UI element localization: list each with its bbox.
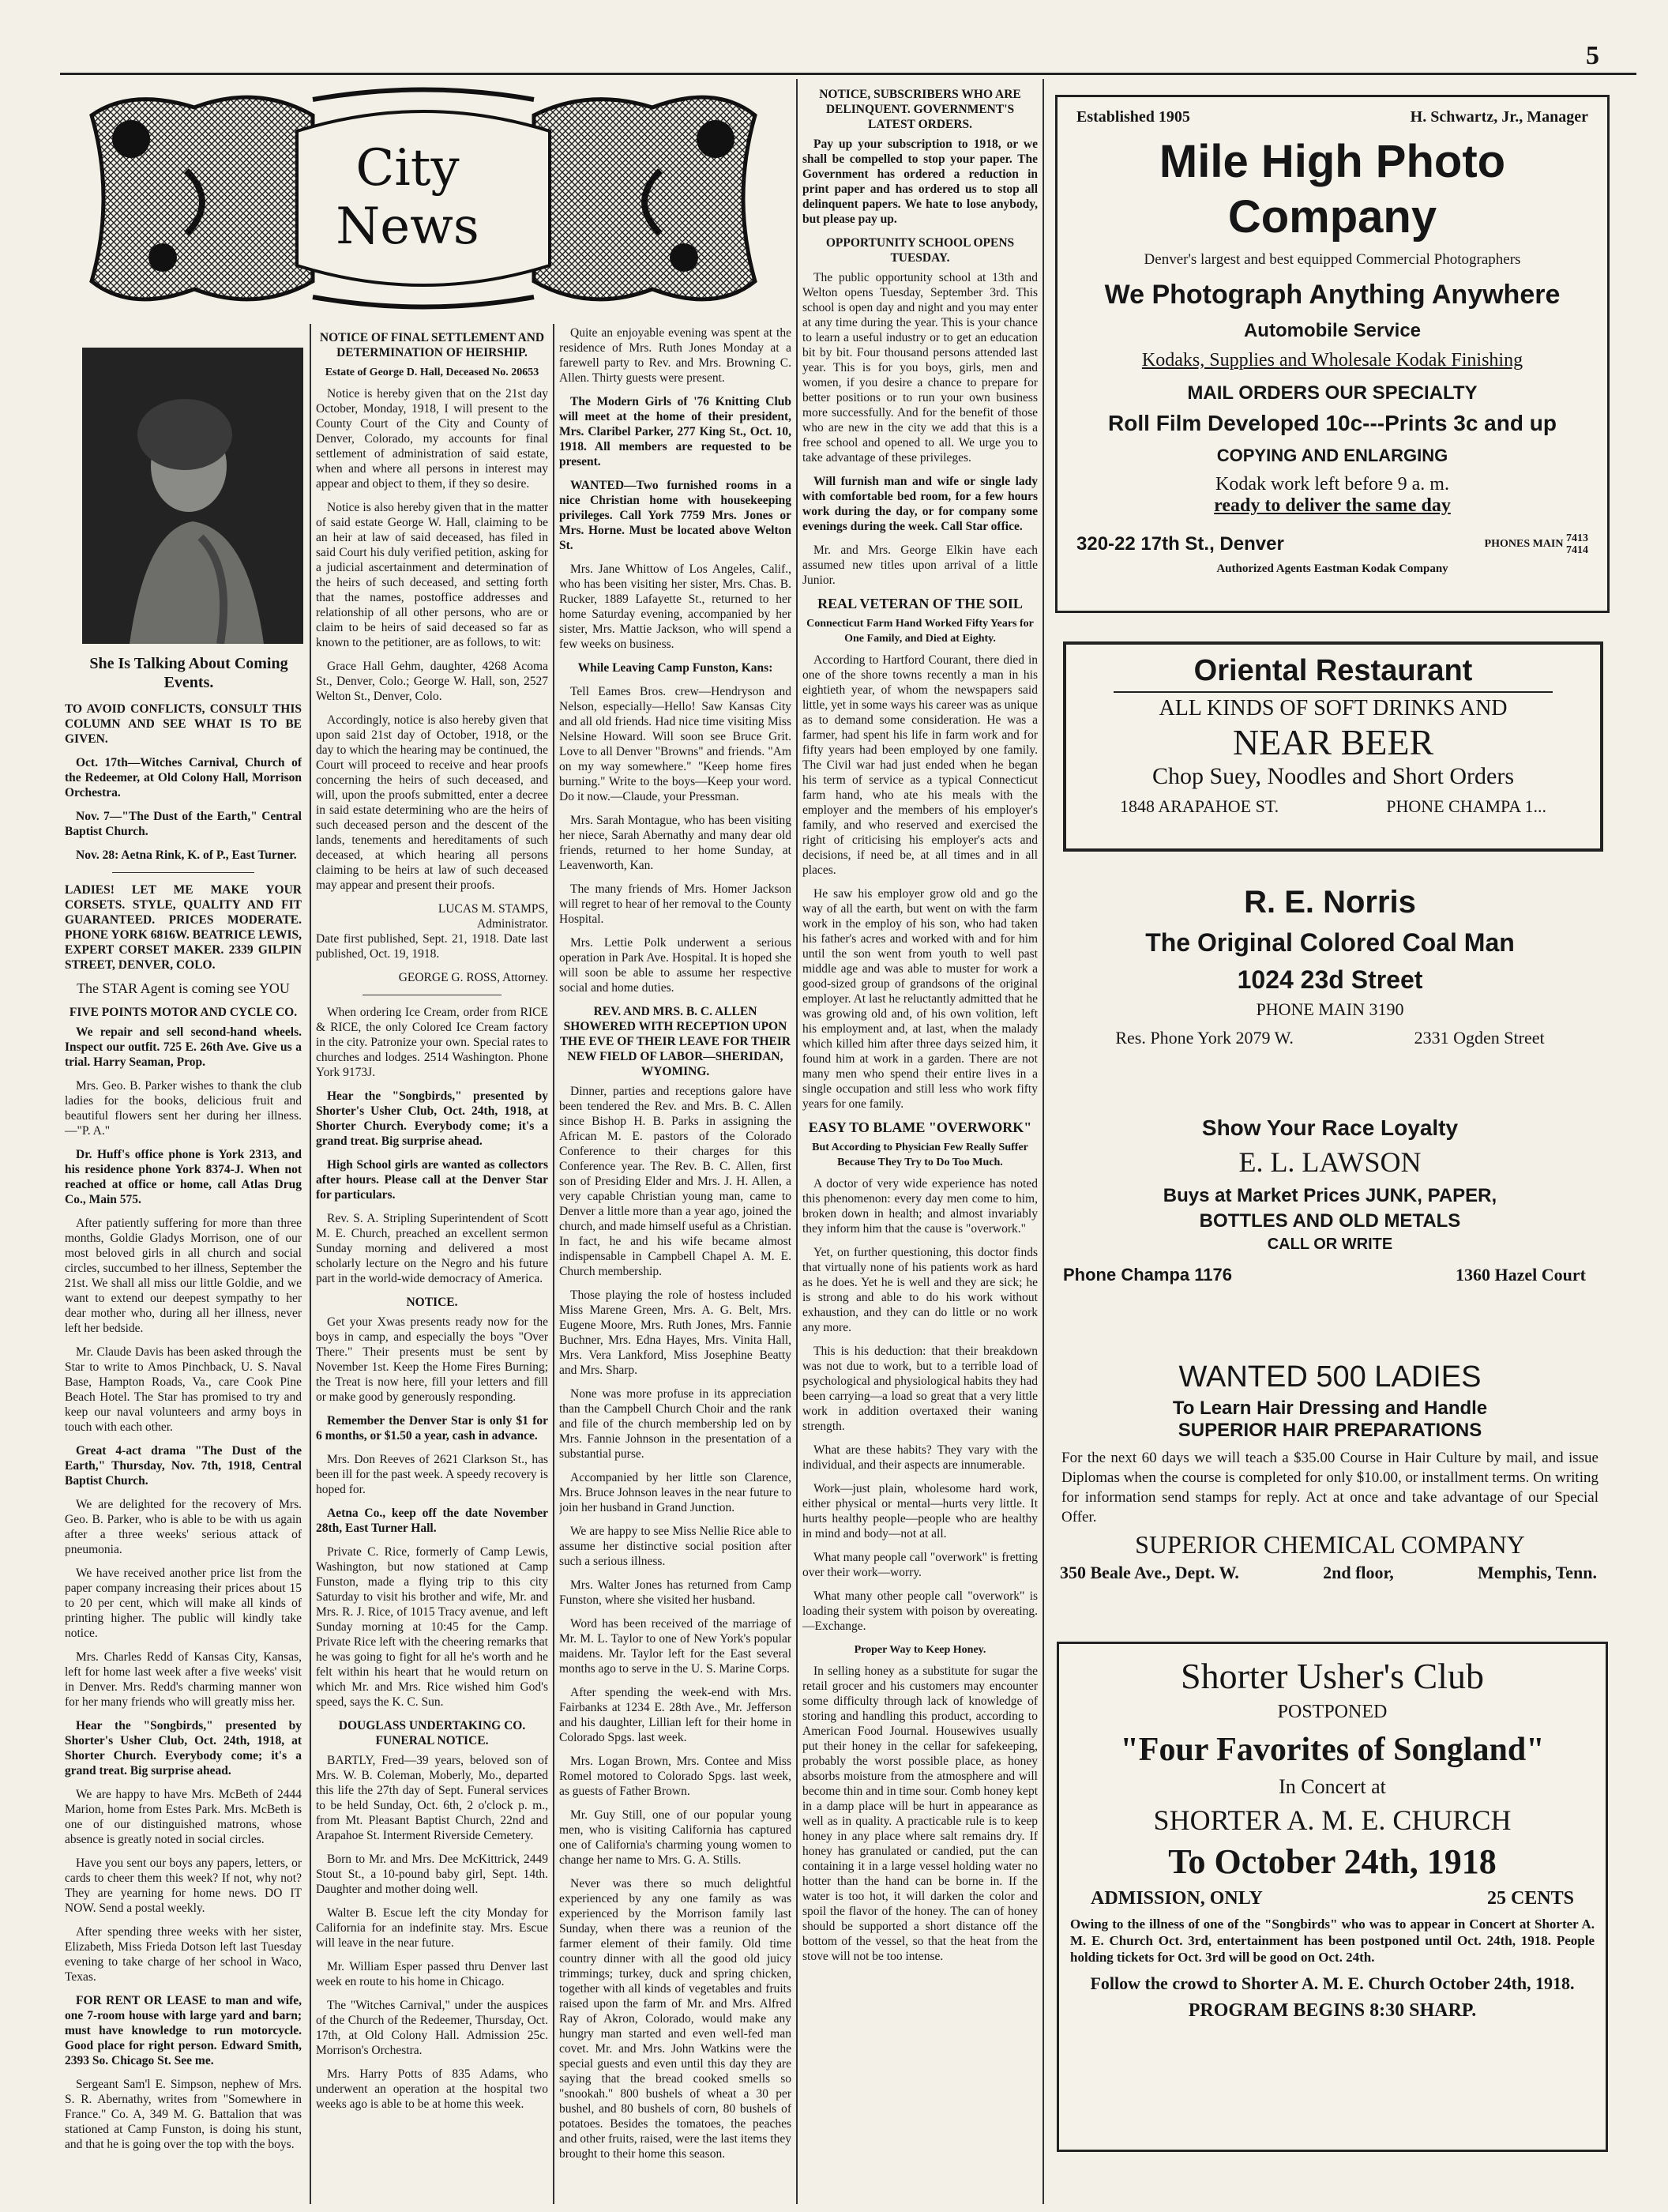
usher-club-heading: Shorter Usher's Club bbox=[1181, 1656, 1484, 1696]
column-events bbox=[65, 702, 302, 2203]
news-item: Rev. S. A. Stripling Superintendent of Scott M. E. Church, preached an excellent sermon Sunday morning and delivered a most scholarly lecture on the Negro and his future part in the world-wide democracy of America. bbox=[316, 1212, 548, 1285]
photo-copying: COPYING AND ENLARGING bbox=[1216, 446, 1448, 465]
honey-heading: Proper Way to Keep Honey. bbox=[854, 1644, 986, 1656]
photo-phones-label: PHONES MAIN bbox=[1484, 538, 1564, 551]
ladies-address: Memphis, Tenn. bbox=[1477, 1563, 1597, 1582]
news-item: Mrs. Harry Potts of 835 Adams, who underwent an operation at the hospital two weeks ago is able to be at home this week. bbox=[316, 2067, 548, 2111]
news-item: Aetna Co., keep off the date November 28th, East Turner Hall. bbox=[316, 1507, 548, 1535]
ad-mile-high-photo bbox=[1055, 95, 1610, 613]
masthead-title: City News bbox=[336, 139, 479, 256]
news-item: Pay up your subscription to 1918, or we shall be compelled to stop your paper. The Government has ordered a reduction in print paper and has ordered us to stop all delinquent papers. We hate to lose anybody, but please pay up. bbox=[802, 137, 1038, 226]
overwork-heading: EASY TO BLAME "OVERWORK" bbox=[808, 1119, 1032, 1135]
heirship-heading: NOTICE OF FINAL SETTLEMENT AND DETERMINATION OF HEIRSHIP. bbox=[319, 331, 545, 359]
news-item: WANTED—Two furnished rooms in a nice Christian home with housekeeping privileges. Call York 7759 Mrs. Jones or Mrs. Horne. Must be located above Welton St. bbox=[559, 479, 791, 552]
notice-text: Accordingly, notice is also hereby given that upon said 21st day of October, 1918, or the day to which the hearing may be continued, the Court will proceed to receive and hear proofs concerning the heirs of such deceased, and will, upon the proofs submitted, enter a decree in said estate determining who are the heirs of such deceased person and the descent of the lands, tenements and hereditaments of such deceased, at which hearing all persons claiming to be heirs at law of such deceased may appear and present their proofs. bbox=[316, 713, 548, 892]
news-item: Mrs. Sarah Montague, who has been visiting her niece, Sarah Abernathy and many dear old friends, returned to her home Sunday, at Leavenworth, Kan. bbox=[559, 814, 791, 872]
ladies-company: SUPERIOR CHEMICAL COMPANY bbox=[1135, 1530, 1525, 1559]
photo-tagline: Denver's largest and best equipped Commercial Photographers bbox=[1144, 251, 1521, 268]
ladies-subheading: To Learn Hair Dressing and Handle bbox=[1172, 1398, 1488, 1419]
article-text: This is his deduction: that their breakdown was not due to work, but to a terrible load of psychological and physiological habits they had been carrying—a load so great that a very little work in addition overtaxed their waning strength. bbox=[802, 1345, 1038, 1433]
news-item: Mrs. Lettie Polk underwent a serious operation in Park Ave. Hospital. It is hoped she will soon be able to assume her respective social and home duties. bbox=[559, 936, 791, 995]
ladies-heading: WANTED 500 LADIES bbox=[1178, 1360, 1482, 1394]
news-item: Tell Eames Bros. crew—Hendryson and Nelson, especially—Hello! Saw Kansas City and all old friends. Had nice time visiting Miss Nelsine Howard. Will soon see Bruce Grit. Love to all Denver "Browns" and friends. "Am on my way somewhere." "Keep home fires burning." Write to the boys—Keep your word. Do it now.—Claude, your Pressman. bbox=[559, 685, 791, 803]
article-text: What many other people call "overwork" is loading their system with poison by overeating.—Exchange. bbox=[802, 1589, 1038, 1633]
signature: Administrator. bbox=[477, 917, 548, 931]
column-rule bbox=[1042, 79, 1044, 2204]
notice-text: Notice is also hereby given that in the matter of said estate George W. Hall, claiming to be an heir at law of said deceased, has filed in said Court his duly verified petition, asking for a judicial ascertainment and determination of the heirs of such deceased, and setting forth that the names, postoffice addresses and relationship of all other persons, who are or claim to be heirs of said deceased so far as known to the petitioner, are as follows, to wit: bbox=[316, 501, 548, 649]
photo-kodaks: Kodaks, Supplies and Wholesale Kodak Finishing bbox=[1141, 350, 1523, 371]
usher-date: To October 24th, 1918 bbox=[1168, 1842, 1497, 1881]
ad-wanted-ladies bbox=[1055, 1360, 1605, 1621]
news-item: Word has been received of the marriage of Mr. M. L. Taylor to one of New York's popular maidens. Mr. Taylor left for the East several months ago to serve in the U. S. Marine Corps. bbox=[559, 1617, 791, 1676]
news-item: Quite an enjoyable evening was spent at the residence of Mrs. Ruth Jones Monday at a farewell party to Rev. and Mrs. Browning C. Allen. Thirty guests were present. bbox=[559, 326, 791, 385]
usher-church: SHORTER A. M. E. CHURCH bbox=[1153, 1804, 1512, 1836]
restaurant-address: 1848 ARAPAHOE ST. bbox=[1120, 796, 1279, 816]
news-item: None was more profuse in its appreciation than the Campbell Church Choir and the rank and file of the church membership led on by Mrs. Fannie Johnson in the presentation of a substantial purse. bbox=[559, 1387, 791, 1461]
news-item: Hear the "Songbirds," presented by Shorter's Usher Club, Oct. 24th, 1918, at Shorter Church. Everybody come; it's a grand treat. Big surprise ahead. bbox=[65, 1719, 302, 1778]
news-item: Sergeant Sam'l E. Simpson, nephew of Mrs. S. R. Abernathy, writes from "Somewhere in France." Co. A, 349 M. G. Battalion that was stationed at Camp Funston, is doing his stunt, and that he is going over the top with the boys. bbox=[65, 2078, 302, 2151]
column-notices bbox=[316, 325, 548, 2203]
established-line: Established 1905 bbox=[1076, 108, 1190, 126]
photo-phone: 7413 bbox=[1566, 532, 1588, 544]
norris-street: 1024 23d Street bbox=[1237, 965, 1423, 994]
ladies-body: For the next 60 days we will teach a $35.00 Course in Hair Culture by mail, and issue Diplomas when the course is completed for only $10.00, or installment terms. On writing for information send stamps for reply. Act at once and take advantage of our Special Offer. bbox=[1061, 1450, 1598, 1525]
news-item: Mrs. Jane Whittow of Los Angeles, Calif., who has been visiting her sister, Mrs. Chas. B. Rucker, 1889 Lafayette St., returned to her home Saturday evening, accompanied by her sister, Mrs. Mattie Jackson, who will spend a few weeks on business. bbox=[559, 562, 791, 651]
photo-company-name: Company bbox=[1227, 191, 1437, 243]
norris-name: R. E. Norris bbox=[1244, 885, 1416, 920]
news-item: Mrs. Charles Redd of Kansas City, Kansas, left for home last week after a five weeks' visit in Denver. Mrs. Redd's charming manner won for her many friends who will greatly miss her. bbox=[65, 1650, 302, 1709]
veteran-heading: REAL VETERAN OF THE SOIL bbox=[817, 596, 1023, 611]
news-item: The "Witches Carnival," under the auspices of the Church of the Redeemer, Thursday, Oct. 17th, at Old Colony Hall. Admission 25c. Morrison's Orchestra. bbox=[316, 1999, 548, 2057]
ladies-subheading: SUPERIOR HAIR PREPARATIONS bbox=[1178, 1420, 1482, 1441]
news-item: Mr. Guy Still, one of our popular young men, who is visiting California has captured one of California's charming young women to change her name to Mrs. G. A. Stills. bbox=[559, 1808, 791, 1867]
restaurant-name: Oriental Restaurant bbox=[1193, 654, 1473, 687]
news-item: When ordering Ice Cream, order from RICE & RICE, the only Colored Ice Cream factory in the city. Patronize your own. Special rates to churches and lodges. 2514 Washington. Phone York 9173J. bbox=[316, 1006, 548, 1079]
restaurant-near-beer: NEAR BEER bbox=[1232, 722, 1434, 762]
manager-line: H. Schwartz, Jr., Manager bbox=[1410, 108, 1588, 126]
news-item: Born to Mr. and Mrs. Dee McKittrick, 2449 Stout St., a 10-pound baby girl, Sept. 14th. Daughter and mother doing well. bbox=[316, 1853, 548, 1896]
news-item: The many friends of Mrs. Homer Jackson will regret to hear of her removal to the County Hospital. bbox=[559, 882, 791, 926]
news-item: Mr. William Esper passed thru Denver last week en route to his home in Chicago. bbox=[316, 1960, 548, 1988]
photo-caption: She Is Talking About Coming Events. bbox=[89, 655, 288, 691]
signature: GEORGE G. ROSS, Attorney. bbox=[398, 971, 548, 984]
news-item: BARTLY, Fred—39 years, beloved son of Mrs. W. B. Coleman, Moberly, Mo., departed this life the 27th day of Sept. Funeral services to be held Sunday, Oct. 6th, 2 o'clock p. m., from Mt. Pleasant Baptist Church, 22nd and Arapahoe St. Interment Riverside Cemetery. bbox=[316, 1754, 548, 1842]
news-item: After patiently suffering for more than three months, Goldie Gladys Morrison, one of our most beloved girls in all church and social circles, succumbed to her illness, September the 21st. We shall all miss our little Goldie, and we want to extend our deepest sympathy to her dear mother who, during all her illness, never left her bedside. bbox=[65, 1217, 302, 1335]
norris-res-phone: Res. Phone York 2079 W. bbox=[1115, 1028, 1294, 1048]
usher-concert-label: In Concert at bbox=[1279, 1775, 1386, 1798]
ad-norris-coal bbox=[1055, 885, 1605, 1082]
news-item: After spending the week-end with Mrs. Fairbanks at 1234 E. 28th Ave., Mr. Jefferson and his daughter, Lillian left for their home in Colorado Spgs. last week. bbox=[559, 1686, 791, 1744]
publish-dates: Date first published, Sept. 21, 1918. Date last published, Oct. 19, 1918. bbox=[316, 932, 548, 961]
lawson-bottles: BOTTLES AND OLD METALS bbox=[1199, 1210, 1461, 1232]
photo-mail-orders: MAIL ORDERS OUR SPECIALTY bbox=[1187, 382, 1478, 404]
news-item: Will furnish man and wife or single lady with comfortable bed room, for a few hours work during the day, or for company some evenings during the week. Call Star office. bbox=[802, 475, 1038, 533]
norris-phone: PHONE MAIN 3190 bbox=[1256, 999, 1404, 1019]
usher-postponed: POSTPONED bbox=[1277, 1702, 1388, 1722]
news-item: After spending three weeks with her sister, Elizabeth, Miss Frieda Dotson left last Tuesday evening to take charge of her school in Waco, Texas. bbox=[65, 1925, 302, 1984]
news-item: Hear the "Songbirds," presented by Shorter's Usher Club, Oct. 24th, 1918, at Shorter Church. Everybody come; it's a grand treat. Big surprise ahead. bbox=[316, 1089, 548, 1148]
veteran-subheading: Connecticut Farm Hand Worked Fifty Years for One Family, and Died at Eighty. bbox=[806, 618, 1034, 645]
photo-company-name: Mile High Photo bbox=[1159, 136, 1506, 187]
news-item: Private C. Rice, formerly of Camp Lewis, Washington, but now stationed at Camp Funston, made a flying trip to this city Saturday to visit his brother and wife, Mr. and Mrs. R. J. Rice, of 1015 Tracy avenue, and left Sunday morning at 10:45 for the Camp. Private Rice left with the cheering remarks that he was going to fight for all he's worth and he felt within his heart that he would return on which Mr. and Mrs. Rice wished him God's speed, says the K. C. Sun. bbox=[316, 1545, 548, 1709]
news-item: High School girls are wanted as collectors after hours. Please call at the Denver Star for particulars. bbox=[316, 1158, 548, 1202]
ad-lawson-junk bbox=[1055, 1115, 1605, 1329]
news-item: We have received another price list from the paper company increasing their prices about 15 to 20 per cent, which will make all kinds of printing higher. The public will kindly take notice. bbox=[65, 1567, 302, 1640]
usher-admission: ADMISSION, ONLY bbox=[1091, 1888, 1263, 1909]
article-text: According to Hartford Courant, there died in one of the shore towns recently a man in his eightieth year, of whom the newspapers said little, yet in some ways his career was as unique as to demand some consideration. He was a farmer, had spent his life in farm work and for fifty years had been employed by one family. The Civil war had just ended when he began his term of service as a typical Connecticut farm hand, who ate his meals with the employer and the members of his employer's family, and who reserved and exercised the right of criticising his employer's acts and decisions, if need be, at all times and in all places. bbox=[802, 653, 1038, 877]
lawson-name: E. L. LAWSON bbox=[1238, 1146, 1422, 1178]
article-text: Yet, on further questioning, this doctor finds that virtually none of his patients work as hard as he does. Yet he is well and they are sick; he is strong and able to do his work without exhaustion, and they can do little or no work any more. bbox=[802, 1246, 1038, 1334]
restaurant-phone: PHONE CHAMPA 1... bbox=[1386, 796, 1546, 816]
news-item: Have you sent our boys any papers, letters, or cards to cheer them this week? If not, why not? They are yearning for home news. DO IT NOW. Send a postal weekly. bbox=[65, 1856, 302, 1915]
article-text: What many people call "overwork" is fretting over their work—worry. bbox=[802, 1551, 1038, 1579]
funeral-heading: DOUGLASS UNDERTAKING CO. FUNERAL NOTICE. bbox=[338, 1719, 526, 1747]
article-text: He saw his employer grow old and go the way of all the earth, but went on with the farm work in the employ of his son, who had taken his father's acres and worked with and for him until the son went from youth to well past middle age and was able to muster for work a good-sized group of grandsons of the original employer. At last he reluctantly admitted that he was growing old and, of his own volition, left his employment and, at last, when the malady which killed him after three days seized him, it found him at work in a garden. There are not many men who spend their entire lives in a single occupation and still less who work fifty years for one family. bbox=[802, 887, 1038, 1111]
lawson-call: CALL OR WRITE bbox=[1267, 1236, 1393, 1253]
restaurant-line: Chop Suey, Noodles and Short Orders bbox=[1151, 763, 1514, 789]
notice-text: Notice is hereby given that on the 21st day October, Monday, 1918, I will present to the County Court of the City and County of Denver, Colorado, my accounts for final settlement of administration of said estate, when and where all persons in interest may appear and object to them, if they so desire. bbox=[316, 387, 548, 491]
motor-co-text: We repair and sell second-hand wheels. Inspect our outfit. 725 E. 26th Ave. Give us a trial. Harry Seaman, Prop. bbox=[65, 1025, 302, 1069]
norris-res-address: 2331 Ogden Street bbox=[1414, 1028, 1545, 1048]
usher-concert-title: "Four Favorites of Songland" bbox=[1120, 1732, 1545, 1768]
events-intro: TO AVOID CONFLICTS, CONSULT THIS COLUMN AND SEE WHAT IS TO BE GIVEN. bbox=[65, 702, 302, 746]
news-item: Mrs. Don Reeves of 2621 Clarkson St., has been ill for the past week. A speedy recovery is hoped for. bbox=[316, 1453, 548, 1496]
estate-line: Estate of George D. Hall, Deceased No. 20653 bbox=[325, 367, 539, 378]
news-item: FOR RENT OR LEASE to man and wife, one 7-room house with large yard and barn; must have knowledge to run motorcycle. Good place for right person. Edward Smith, 2393 So. Chicago St. See me. bbox=[65, 1994, 302, 2067]
column-social bbox=[559, 325, 791, 2203]
photo-kodak-note: Kodak work left before 9 a. m. bbox=[1215, 474, 1449, 495]
column-rule bbox=[310, 324, 311, 2204]
notice-heading: NOTICE. bbox=[406, 1296, 458, 1309]
ladies-address: 2nd floor, bbox=[1323, 1563, 1394, 1582]
corset-ad: LADIES! LET ME MAKE YOUR CORSETS. STYLE, QUALITY AND FIT GUARANTEED. PRICES MODERATE. PHONE YORK 6816W. BEATRICE LEWIS, EXPERT CORSET MAKER. 2339 GILPIN STREET, DENVER, COLO. bbox=[65, 883, 302, 972]
news-item: The Modern Girls of '76 Knitting Club will meet at the home of their president, Mrs. Claribel Parker, 277 King St., Oct. 10, 1918. All members are requested to be present. bbox=[559, 395, 791, 468]
news-item: Never was there so much delightful experienced by any one family as was experienced by the Morrison family last Sunday, when there was a reunion of the farmer element of their family. Old time country dinner with all the good old juicy trimmings; turkey, duck and spring chicken, together with all kinds of vegetables and fruits raised upon the farm of Mr. and Mrs. Alfred Ray of Akron, Colorado, would make any hungry man started and even well-fed man covet. Mr. and Mrs. John Watkins were the special guests and even until this day they are saying that the bread cooked smells so "snookah." 800 bushels of wheat a 30 per bushel, and 80 bushels of corn, 80 bushels of potatoes. Besides the tomatoes, the peaches and other fruits, raised, were the last items they brought to their home this season. bbox=[559, 1877, 791, 2161]
news-item: Dinner, parties and receptions galore have been tendered the Rev. and Mrs. B. C. Allen since Bishop H. B. Parks in assigning the African M. E. pastors of the Colorado Conference to their charges for this Conference year. The Rev. B. C. Allen, first son of Presiding Elder and Mrs. J. H. Allen, a very capable Christian young man, came to Denver a little more than a year ago, joined the church, and made himself useful as a Christian. In fact, he and his wife became almost indispensable in Campbell Chapel A. M. E. Church membership. bbox=[559, 1085, 791, 1278]
news-item: The public opportunity school at 13th and Welton opens Tuesday, September 3rd. This school is open day and night and you may enter at any time during the year. This is your chance to learn a useful industry or to get an education bit by bit. Four thousand persons attended last year. This is for you boys, girls, men and women, if you desire a chance to prepare for better positions or to run your own business more successfully. And for the benefit of those who are new in the city we add that this is a free school and opened to all. We urge you to take advantage of these privileges. bbox=[802, 271, 1038, 465]
news-item: Those playing the role of hostess included Miss Marene Green, Mrs. A. G. Belt, Mrs. Eugene Moore, Mrs. Ruth Jones, Mrs. Fannie Buchner, Mrs. Edna Hayes, Mrs. Vinita Hall, Mrs. Vera Lankford, Miss Josephine Beatty and Mrs. Sharp. bbox=[559, 1288, 791, 1377]
event-item: Nov. 7—"The Dust of the Earth," Central Baptist Church. bbox=[65, 810, 302, 838]
news-item: Accompanied by her little son Clarence, Mrs. Bruce Johnson leaves in the near future to join her husband in Grand Junction. bbox=[559, 1471, 791, 1514]
lawson-race-loyalty: Show Your Race Loyalty bbox=[1201, 1115, 1459, 1140]
photo-address: 320-22 17th St., Denver bbox=[1076, 533, 1284, 555]
news-item: We are happy to see Miss Nellie Rice able to assume her distinctive social position after such a serious illness. bbox=[559, 1525, 791, 1568]
restaurant-line: ALL KINDS OF SOFT DRINKS AND bbox=[1159, 696, 1508, 720]
photo-phone: 7414 bbox=[1566, 544, 1588, 556]
article-text: What are these habits? They vary with the individual, and their aspects are innumerable. bbox=[802, 1443, 1038, 1472]
star-agent-notice: The STAR Agent is coming see YOU bbox=[77, 980, 290, 996]
photo-agents: Authorized Agents Eastman Kodak Company bbox=[1216, 562, 1448, 575]
news-item: Mr. and Mrs. George Elkin have each assumed new titles upon arrival of a little Junior. bbox=[802, 544, 1038, 587]
news-item: Mrs. Geo. B. Parker wishes to thank the club ladies for the books, delicious fruit and beautiful flowers sent her during her illness.—"P. A." bbox=[65, 1079, 302, 1138]
funston-heading: While Leaving Camp Funston, Kans: bbox=[577, 661, 773, 675]
signature: LUCAS M. STAMPS, bbox=[438, 902, 548, 916]
norris-title: The Original Colored Coal Man bbox=[1145, 928, 1515, 957]
news-item: Walter B. Escue left the city Monday for California for an indefinite stay. Mrs. Escue will leave in the near future. bbox=[316, 1906, 548, 1950]
news-item: We are happy to have Mrs. McBeth of 2444 Marion, home from Estes Park. Mrs. McBeth is one of our distinguished matrons, whose absence is greatly noted in social circles. bbox=[65, 1788, 302, 1846]
event-item: Nov. 28: Aetna Rink, K. of P., East Turner. bbox=[76, 848, 297, 862]
subscribers-heading: NOTICE, SUBSCRIBERS WHO ARE DELINQUENT. GOVERNMENT'S LATEST ORDERS. bbox=[819, 88, 1021, 131]
page-number: 5 bbox=[1586, 41, 1599, 70]
news-item: Great 4-act drama "The Dust of the Earth," Thursday, Nov. 7th, 1918, Central Baptist Church. bbox=[65, 1444, 302, 1488]
allen-heading: REV. AND MRS. B. C. ALLEN SHOWERED WITH RECEPTION UPON THE EVE OF THEIR LEAVE FOR THEIR NEW FIELD OF LABOR—SHERIDAN, WYOMING. bbox=[559, 1005, 791, 1078]
lawson-address: 1360 Hazel Court bbox=[1456, 1265, 1586, 1285]
lawson-phone: Phone Champa 1176 bbox=[1063, 1265, 1232, 1285]
article-text: A doctor of very wide experience has noted this phenomenon: every day men come to him, broken down in health; and almost invariably they inform him that the cause is "overwork." bbox=[802, 1177, 1038, 1236]
portrait-photo bbox=[82, 348, 303, 644]
city-news-masthead bbox=[76, 84, 771, 313]
news-item: Mrs. Walter Jones has returned from Camp Funston, where she visited her husband. bbox=[559, 1578, 791, 1607]
column-rule bbox=[796, 79, 798, 2204]
usher-follow: Follow the crowd to Shorter A. M. E. Church October 24th, 1918. bbox=[1090, 1973, 1575, 1993]
news-item: Mrs. Logan Brown, Mrs. Contee and Miss Romel motored to Colorado Spgs. last week, as guests of Father Brown. bbox=[559, 1755, 791, 1798]
article-text: In selling honey as a substitute for sugar the retail grocer and his customers may encounter some difficulty through lack of knowledge of storing and handling this product, according to American Food Journal. Housewives usually put their honey in the cellar for safekeeping, probably the worst possible place, as honey absorbs moisture from the atmosphere and will become thin and in time sour. Comb honey kept in a damp place will be hurt in appearance as well as in quality. A practicable rule is to keep honey in any place where salt remains dry. If honey has granulated or candied, put the can containing it in a large vessel holding water no hotter than the hand can be borne in. If the water is too hot, it will darken the color and spoil the flavor of the honey. The can of honey should be supported a short distance off the bottom of the vessel, so that the heat from the stove will not be too intense. bbox=[802, 1665, 1038, 1963]
photo-service: Automobile Service bbox=[1243, 320, 1422, 341]
photo-roll-film: Roll Film Developed 10c---Prints 3c and up bbox=[1108, 411, 1557, 435]
news-item: We are delighted for the recovery of Mrs. Geo. B. Parker, who is able to be with us again after a three weeks' serious attack of pneumonia. bbox=[65, 1498, 302, 1556]
photo-kodak-note: ready to deliver the same day bbox=[1214, 495, 1451, 516]
usher-program: PROGRAM BEGINS 8:30 SHARP. bbox=[1188, 2000, 1477, 2021]
overwork-subheading: But According to Physician Few Really Suffer Because They Try to Do Too Much. bbox=[812, 1142, 1028, 1168]
news-item: Get your Xwas presents ready now for the boys in camp, and especially the boys "Over There." Their presents must be sent by November 1st. Keep the Home Fires Burning; the Treat is now here, fill your letters and fill or make good by generously responding. bbox=[316, 1315, 548, 1404]
notice-text: Grace Hall Gehm, daughter, 4268 Acoma St., Denver, Colo.; George W. Hall, son, 2527 Welton St., Denver, Colo. bbox=[316, 660, 548, 703]
usher-body: Owing to the illness of one of the "Songbirds" who was to appear in Concert at Shorter A. M. E. Church Oct. 3rd, entertainment has been postponed until Oct. 24th, 1918. People holding tickets for Oct. 3rd will be good on Oct. 24th. bbox=[1070, 1917, 1595, 1965]
article-text: Work—just plain, wholesome hard work, either physical or mental—hurts very little. It hurts healthy people—people who are healthy in mind and body—not at all. bbox=[802, 1482, 1038, 1540]
news-item: Remember the Denver Star is only $1 for 6 months, or $1.50 a year, cash in advance. bbox=[316, 1414, 548, 1443]
motor-co-heading: FIVE POINTS MOTOR AND CYCLE CO. bbox=[69, 1006, 298, 1019]
column-features bbox=[802, 82, 1038, 2203]
divider bbox=[112, 872, 254, 873]
lawson-buys: Buys at Market Prices JUNK, PAPER, bbox=[1163, 1185, 1497, 1206]
top-rule bbox=[60, 73, 1636, 75]
usher-price: 25 CENTS bbox=[1486, 1888, 1574, 1909]
ad-shorter-usher-club bbox=[1057, 1642, 1608, 2152]
column-rule bbox=[553, 324, 554, 2204]
ad-oriental-restaurant bbox=[1063, 641, 1603, 852]
event-item: Oct. 17th—Witches Carnival, Church of the Redeemer, at Old Colony Hall, Morrison Orchestra. bbox=[65, 756, 302, 799]
ladies-address: 350 Beale Ave., Dept. W. bbox=[1060, 1563, 1239, 1582]
news-item: Dr. Huff's office phone is York 2313, and his residence phone York 8374-J. When not reached at office or home, call Atlas Drug Co., Main 575. bbox=[65, 1148, 302, 1206]
school-heading: OPPORTUNITY SCHOOL OPENS TUESDAY. bbox=[825, 236, 1015, 265]
news-item: Mr. Claude Davis has been asked through the Star to write to Amos Pinchback, U. S. Naval Base, Hampton Roads, Va., care Cook Pine Beach Hotel. The Star has promised to try and keep our naval volunteers and army boys in touch with each other. bbox=[65, 1345, 302, 1434]
photo-slogan: We Photograph Anything Anywhere bbox=[1104, 280, 1561, 310]
